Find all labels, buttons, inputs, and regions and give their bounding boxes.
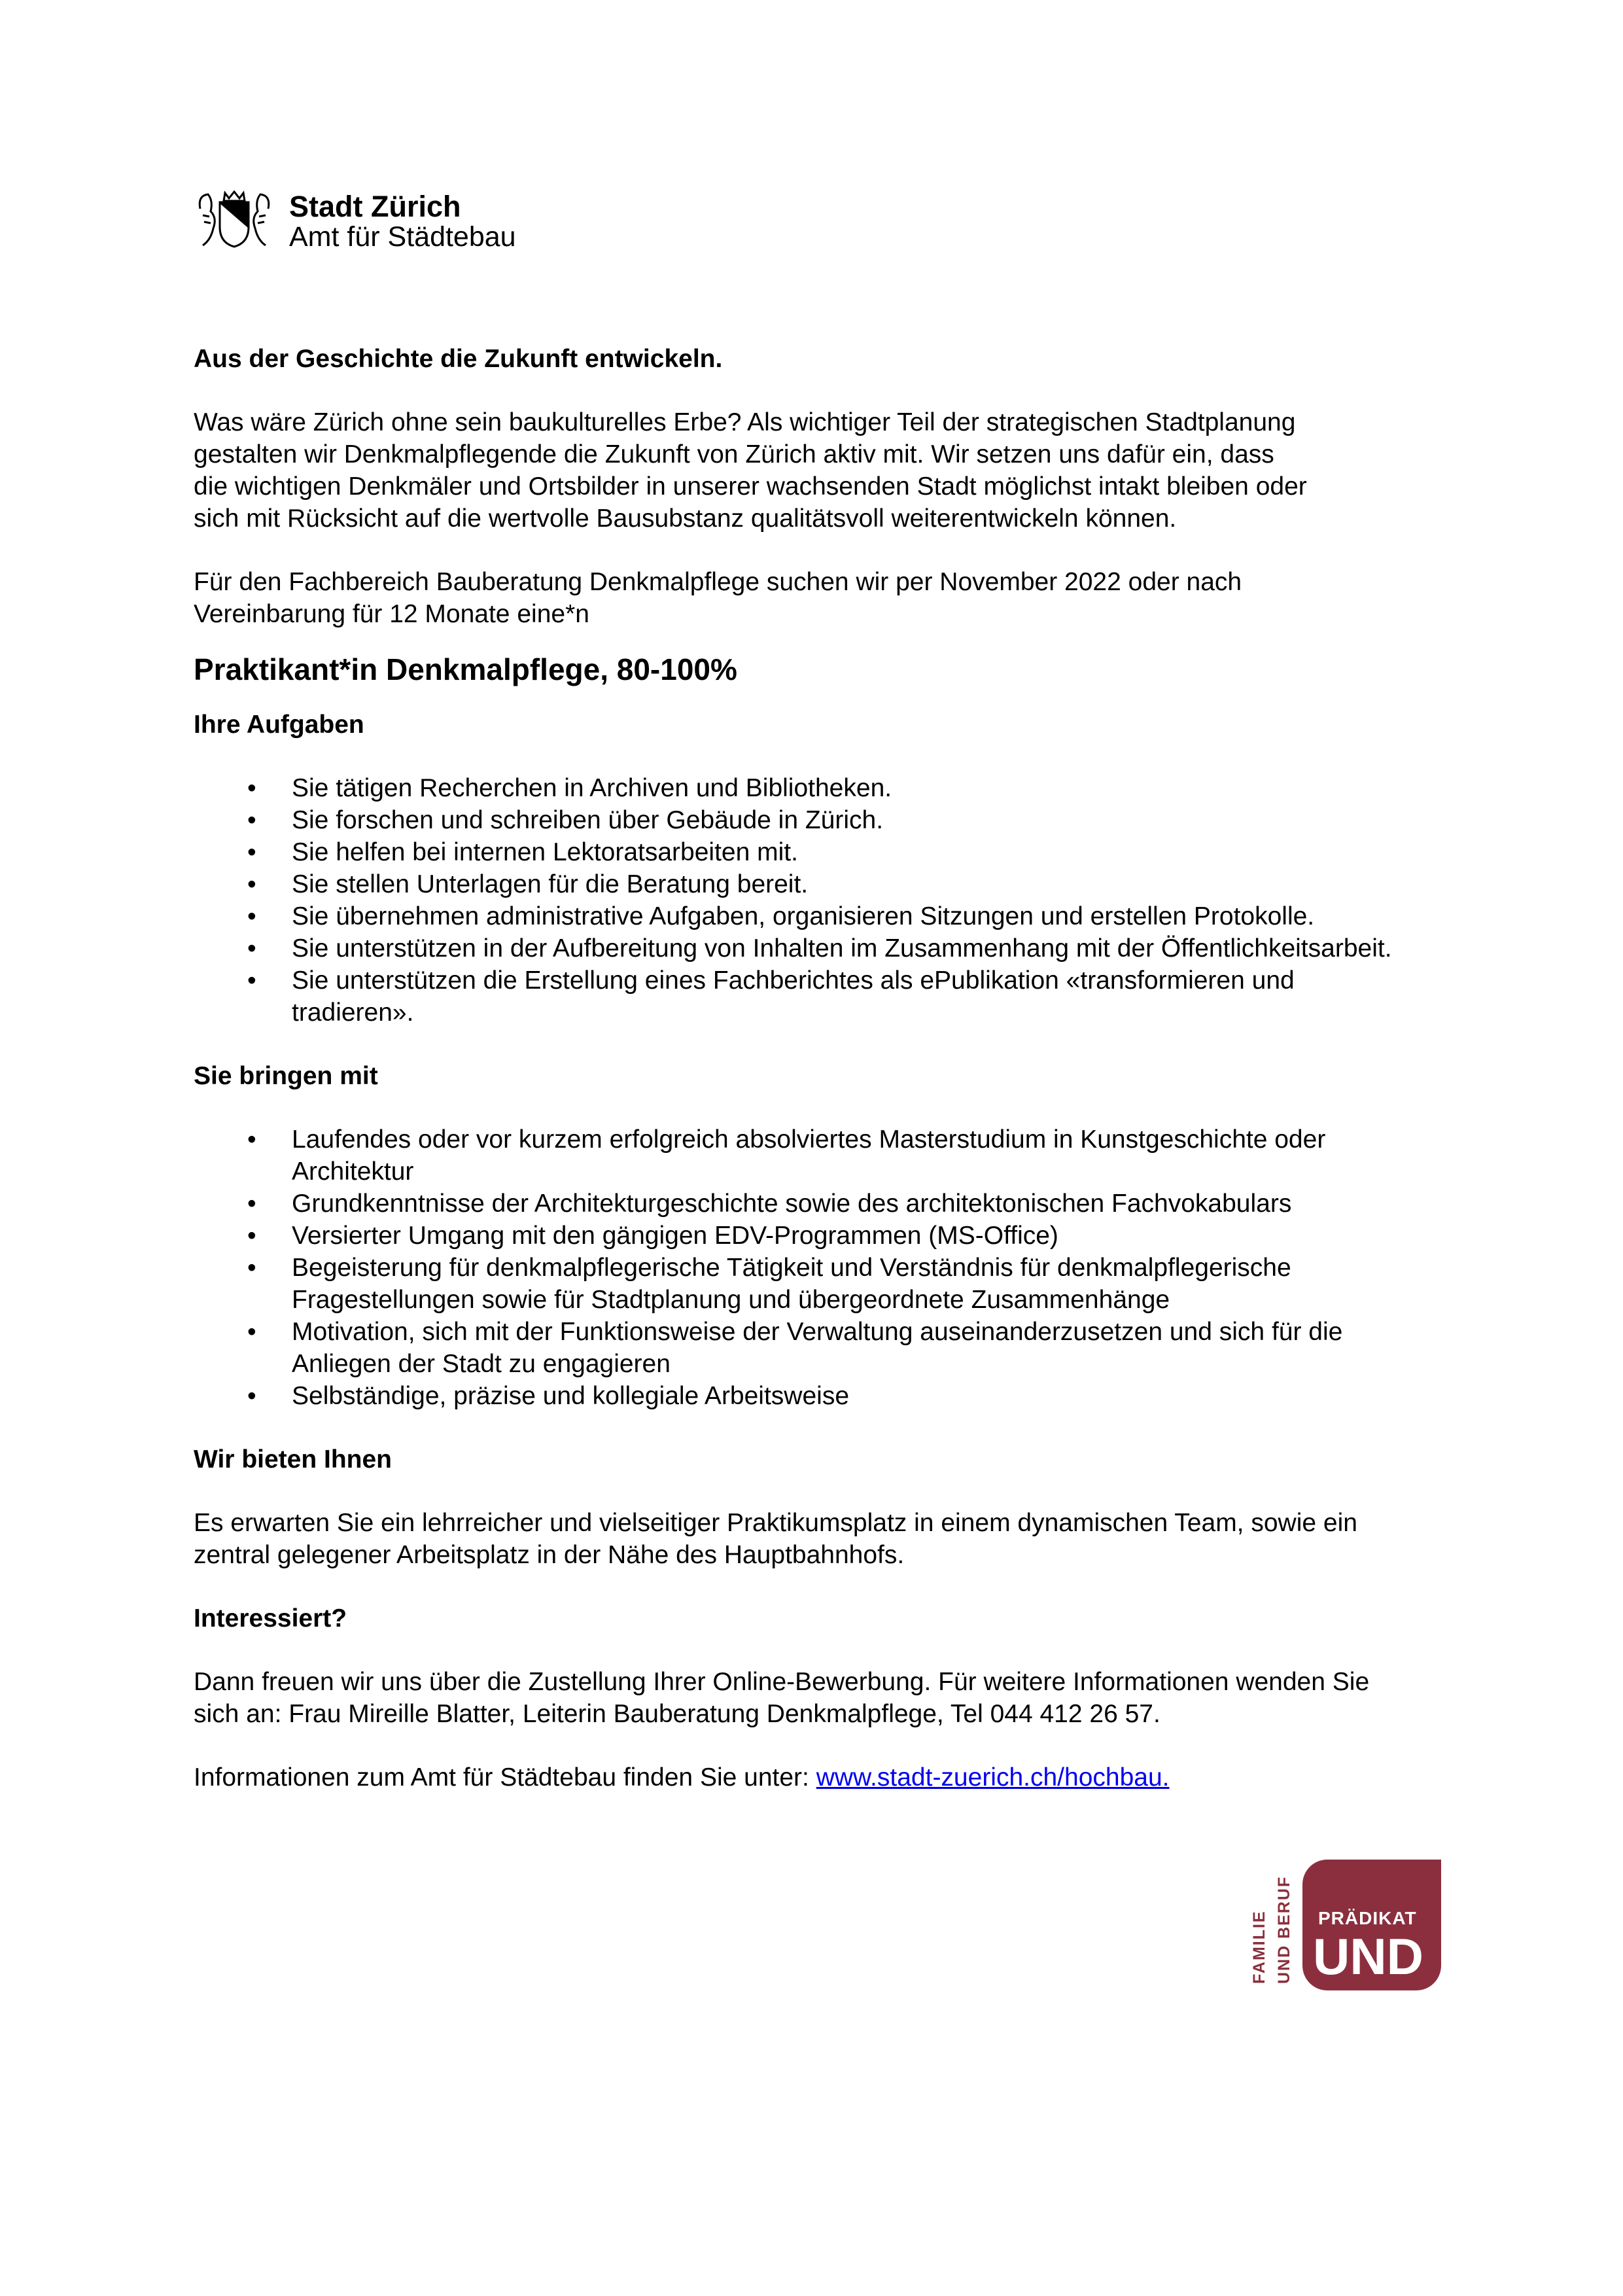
- contact-line: sich an: Frau Mireille Blatter, Leiterin Bauberatung Denkmalpflege, Tel 044 412 26 57.: [194, 1700, 1161, 1728]
- logo-subtitle: Amt für Städtebau: [289, 221, 516, 253]
- tasks-heading: Ihre Aufgaben: [194, 711, 364, 739]
- intro-line: Was wäre Zürich ohne sein baukulturelles Erbe? Als wichtiger Teil der strategischen Stadtplanung: [194, 408, 1296, 436]
- list-item-line: Architektur: [292, 1157, 414, 1186]
- list-item-line: Selbständige, präzise und kollegiale Arbeitsweise: [292, 1382, 850, 1410]
- list-item-line: Fragestellungen sowie für Stadtplanung und übergeordnete Zusammenhänge: [292, 1286, 1170, 1314]
- contact-heading: Interessiert?: [194, 1604, 347, 1633]
- badge-box: [1302, 1860, 1441, 1990]
- list-item-line: Begeisterung für denkmalpflegerische Tätigkeit und Verständnis für denkmalpflegerische: [292, 1254, 1291, 1282]
- intro-paragraph: [194, 406, 1495, 535]
- intro-headline: Aus der Geschichte die Zukunft entwickeln.: [194, 345, 723, 373]
- list-item: [194, 1220, 1623, 1252]
- zurich-coat-of-arms-icon: [194, 189, 275, 249]
- list-item: • Sie stellen Unterlagen für die Beratung bereit.: [194, 868, 1623, 900]
- badge-vertical-text-beruf: UND BERUF: [1275, 1875, 1293, 1984]
- search-line: Für den Fachbereich Bauberatung Denkmalpflege suchen wir per November 2022 oder nach: [194, 568, 1242, 596]
- intro-line: gestalten wir Denkmalpflegende die Zukunft von Zürich aktiv mit. Wir setzen uns dafür ein, dass: [194, 440, 1274, 468]
- list-item: [194, 1123, 1623, 1188]
- list-item-line: Grundkenntnisse der Architekturgeschichte sowie des architektonischen Fachvokabulars: [292, 1190, 1292, 1218]
- badge-praedikat-text: PRÄDIKAT: [1318, 1908, 1417, 1928]
- list-item: • Sie helfen bei internen Lektoratsarbeiten mit.: [194, 836, 1623, 868]
- logo-title: Stadt Zürich: [289, 190, 461, 223]
- tasks-list: [194, 772, 1495, 1029]
- intro-line: sich mit Rücksicht auf die wertvolle Bausubstanz qualitätsvoll weiterentwickeln können.: [194, 504, 1177, 533]
- list-item: [194, 1380, 1623, 1412]
- list-item-line: Anliegen der Stadt zu engagieren: [292, 1350, 671, 1378]
- list-item: • Sie unterstützen in der Aufbereitung von Inhalten im Zusammenhang mit der Öffentlichkeitsarbeit.: [194, 932, 1623, 964]
- list-item: • Sie übernehmen administrative Aufgaben, organisieren Sitzungen und erstellen Protokolle.: [194, 900, 1623, 932]
- document-body: [194, 343, 1495, 1793]
- info-prefix: Informationen zum Amt für Städtebau finden Sie unter:: [194, 1763, 816, 1792]
- requirements-heading: Sie bringen mit: [194, 1062, 378, 1090]
- list-item: • Sie tätigen Recherchen in Archiven und Bibliotheken.: [194, 772, 1623, 804]
- list-item-line: Sie unterstützen die Erstellung eines Fachberichtes als ePublikation «transformieren und: [292, 966, 1295, 995]
- list-item: [194, 964, 1623, 1029]
- job-title: Praktikant*in Denkmalpflege, 80-100%: [194, 652, 737, 686]
- offer-heading: Wir bieten Ihnen: [194, 1445, 392, 1474]
- hochbau-link[interactable]: www.stadt-zuerich.ch/hochbau.: [816, 1763, 1170, 1792]
- list-item-line: tradieren».: [292, 998, 414, 1027]
- offer-paragraph: [194, 1507, 1495, 1571]
- list-item: • Sie forschen und schreiben über Gebäude in Zürich.: [194, 804, 1623, 836]
- badge-vertical-text-familie: FAMILIE: [1250, 1910, 1268, 1984]
- offer-line: zentral gelegener Arbeitsplatz in der Nähe des Hauptbahnhofs.: [194, 1541, 905, 1569]
- list-item-line: Motivation, sich mit der Funktionsweise der Verwaltung auseinanderzusetzen und sich für die: [292, 1318, 1343, 1346]
- offer-line: Es erwarten Sie ein lehrreicher und vielseitiger Praktikumsplatz in einem dynamischen Team, sowie ein: [194, 1509, 1357, 1537]
- contact-paragraph: [194, 1666, 1495, 1730]
- list-item: [194, 1252, 1623, 1316]
- praedikat-und-badge: [1238, 1860, 1441, 1990]
- intro-line: die wichtigen Denkmäler und Ortsbilder in unserer wachsenden Stadt möglichst intakt bleiben oder: [194, 472, 1307, 501]
- list-item-line: Laufendes oder vor kurzem erfolgreich absolviertes Masterstudium in Kunstgeschichte oder: [292, 1125, 1326, 1154]
- search-paragraph: [194, 566, 1495, 630]
- list-item: [194, 1188, 1623, 1220]
- list-item-line: Versierter Umgang mit den gängigen EDV-Programmen (MS-Office): [292, 1222, 1058, 1250]
- info-line: [194, 1761, 1495, 1793]
- search-line: Vereinbarung für 12 Monate eine*n: [194, 600, 589, 628]
- contact-line: Dann freuen wir uns über die Zustellung Ihrer Online-Bewerbung. Für weitere Informationen wenden Sie: [194, 1668, 1370, 1696]
- requirements-list: [194, 1123, 1495, 1412]
- badge-und-text: UND: [1313, 1928, 1423, 1985]
- list-item: [194, 1316, 1623, 1380]
